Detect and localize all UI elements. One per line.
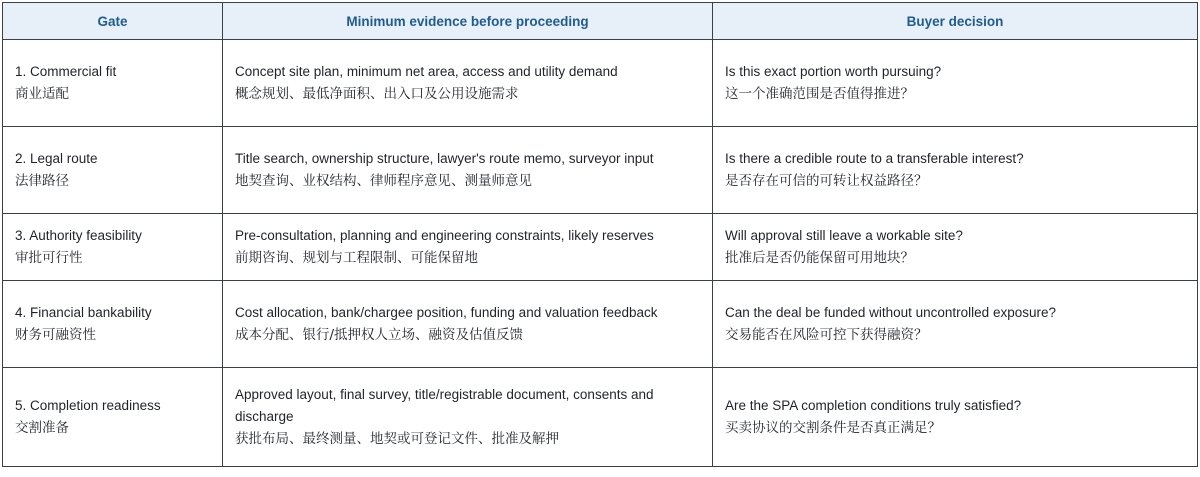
table-header	[3, 3, 1198, 40]
gate-label-en: 5. Completion readiness	[15, 398, 161, 413]
evidence-text-en: Cost allocation, bank/chargee position, funding and valuation feedback	[235, 305, 658, 320]
evidence-text-zh: 前期咨询、规划与工程限制、可能保留地	[235, 250, 478, 266]
evidence-text-en: Pre-consultation, planning and engineering constraints, likely reserves	[235, 228, 654, 243]
gate-cell	[3, 214, 223, 281]
evidence-text-zh: 获批布局、最终测量、地契或可登记文件、批准及解押	[235, 431, 559, 447]
evidence-cell	[223, 127, 713, 214]
decision-text-zh: 买卖协议的交割条件是否真正满足？	[725, 420, 941, 436]
evidence-text-zh: 地契查询、业权结构、律师程序意见、测量师意见	[235, 173, 532, 189]
header-row	[3, 3, 1198, 40]
gate-label-en: 3. Authority feasibility	[15, 228, 142, 243]
gate-cell	[3, 368, 223, 467]
decision-cell	[713, 281, 1198, 368]
gate-label-en: 1. Commercial fit	[15, 64, 117, 79]
gate-label-zh: 审批可行性	[15, 250, 83, 266]
evidence-text-en: Concept site plan, minimum net area, access and utility demand	[235, 64, 618, 79]
decision-cell	[713, 127, 1198, 214]
gate-cell	[3, 127, 223, 214]
table-row	[3, 40, 1198, 127]
decision-text-en: Will approval still leave a workable site?	[725, 228, 963, 243]
decision-cell	[713, 368, 1198, 467]
decision-text-en: Is there a credible route to a transferable interest?	[725, 151, 1024, 166]
decision-text-en: Can the deal be funded without uncontrolled exposure?	[725, 305, 1056, 320]
decision-text-zh: 批准后是否仍能保留可用地块？	[725, 250, 914, 266]
gate-table	[2, 2, 1198, 467]
evidence-text-en: Title search, ownership structure, lawyer's route memo, surveyor input	[235, 151, 654, 166]
decision-text-en: Are the SPA completion conditions truly satisfied?	[725, 398, 1022, 413]
evidence-cell	[223, 40, 713, 127]
gate-table-wrapper	[2, 2, 1198, 467]
gate-label-en: 2. Legal route	[15, 151, 98, 166]
evidence-text-zh: 成本分配、银行/抵押权人立场、融资及估值反馈	[235, 327, 524, 343]
decision-text-en: Is this exact portion worth pursuing?	[725, 64, 942, 79]
evidence-cell	[223, 281, 713, 368]
decision-text-zh: 这一个准确范围是否值得推进？	[725, 86, 914, 102]
gate-cell	[3, 40, 223, 127]
table-row	[3, 281, 1198, 368]
decision-cell	[713, 214, 1198, 281]
header-decision: Buyer decision	[713, 3, 1198, 40]
gate-label-zh: 法律路径	[15, 173, 69, 189]
header-gate: Gate	[3, 3, 223, 40]
table-row	[3, 214, 1198, 281]
evidence-cell	[223, 368, 713, 467]
evidence-cell	[223, 214, 713, 281]
gate-cell	[3, 281, 223, 368]
decision-cell	[713, 40, 1198, 127]
evidence-text-zh: 概念规划、最低净面积、出入口及公用设施需求	[235, 86, 519, 102]
header-evidence: Minimum evidence before proceeding	[223, 3, 713, 40]
decision-text-zh: 交易能否在风险可控下获得融资？	[725, 327, 928, 343]
gate-label-zh: 商业适配	[15, 86, 69, 102]
table-body	[3, 40, 1198, 467]
evidence-text-en: Approved layout, final survey, title/registrable document, consents and discharge	[235, 387, 654, 424]
gate-label-en: 4. Financial bankability	[15, 305, 152, 320]
table-row	[3, 127, 1198, 214]
table-row	[3, 368, 1198, 467]
gate-label-zh: 财务可融资性	[15, 327, 96, 343]
decision-text-zh: 是否存在可信的可转让权益路径？	[725, 173, 928, 189]
gate-label-zh: 交割准备	[15, 420, 69, 436]
